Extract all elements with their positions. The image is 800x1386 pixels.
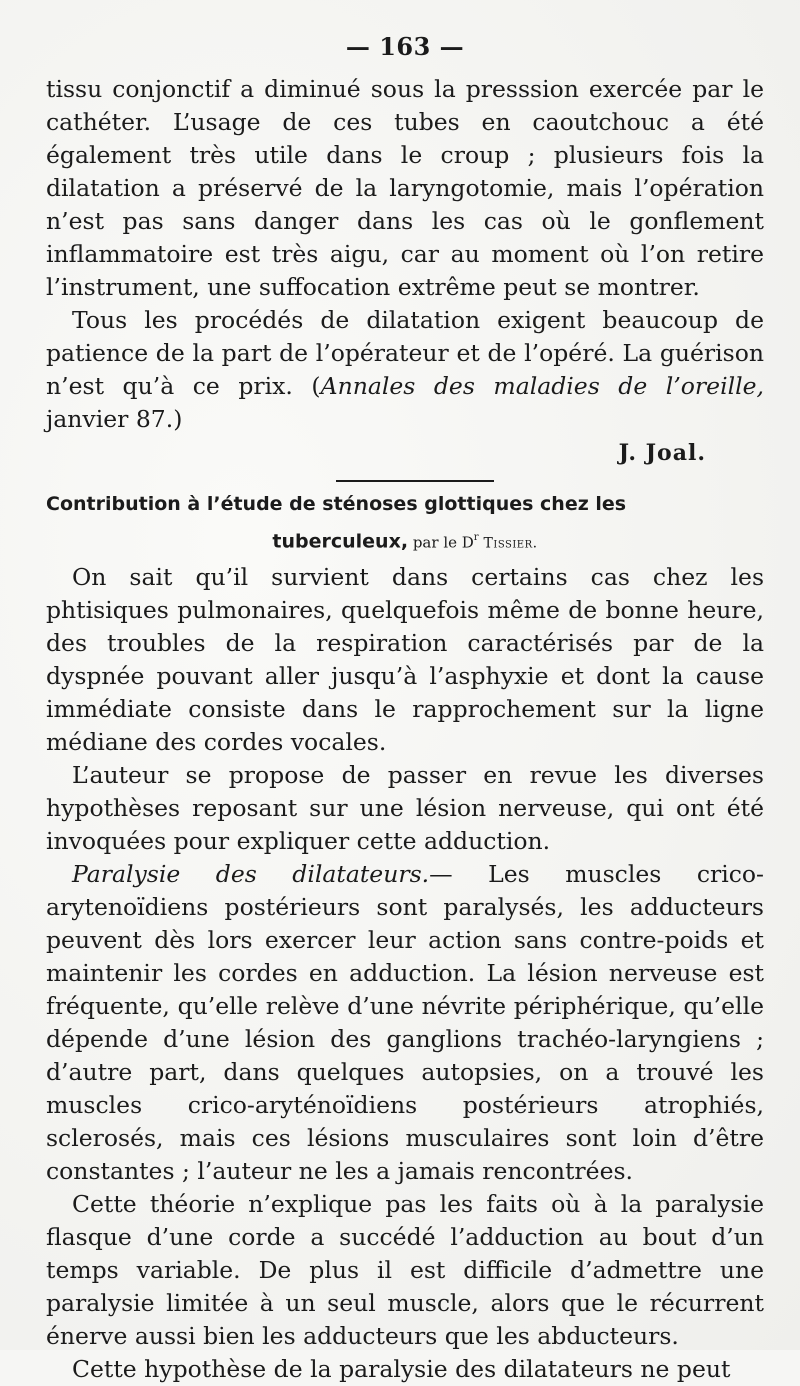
body-paragraph-5: Cette hypothèse de la paralysie des dilatateurs ne peut	[72, 1355, 731, 1384]
journal-citation: Annales des maladies de l’oreille,	[320, 372, 764, 400]
article-title-line2	[46, 524, 764, 557]
section-subtitle: Paralysie des dilatateurs.	[72, 860, 430, 889]
citation-date: janvier 87.)	[46, 405, 183, 433]
page-number: — 163 —	[345, 32, 465, 61]
author-signature: J. Joal.	[618, 440, 706, 466]
body-paragraph-2: L’auteur se propose de passer en revue les diverses hypothèses reposant sur une lésion nerveuse, qui ont été invoquées pour expliquer cette adduction.	[46, 761, 764, 856]
byline-sup: r	[473, 532, 479, 543]
article-title-line1: Contribution à l’étude de sténoses glottiques chez les	[46, 493, 627, 515]
paragraph-dilatation-patience	[46, 304, 764, 436]
section-divider	[336, 480, 494, 482]
body-paragraph-3-text: — Les muscles crico-arytenoïdiens postérieurs sont paralysés, les adducteurs peuvent dès lors exercer leur action sans contre-poids et maintenir les cordes en adduction. La lésion nerveuse est fréquente, qu’elle relève d’une névrite périphérique, qu’elle dépende d’une lésion des ganglions trachéo-laryngiens ; d’autre part, dans quelques autopsies, on a trouvé les muscles crico-aryténoïdiens postérieurs atrophiés, sclerosés, mais ces lésions musculaires sont loin d’être constantes ; l’auteur ne les a jamais rencontrées.	[46, 860, 764, 1186]
paragraph-text-start: Tous les procédés de dilatation exigent beaucoup de patience de la part de l’opérateur et de l’opéré. La guérison n’est qu’à ce prix. (	[46, 306, 764, 400]
byline-prefix: par le D	[408, 533, 474, 552]
byline-author: Tissier.	[478, 535, 538, 552]
body-paragraph-3	[46, 858, 764, 1188]
body-paragraph-4: Cette théorie n’explique pas les faits où à la paralysie flasque d’une corde a succédé l’adduction au bout d’un temps variable. De plus il est difficile d’admettre une paralysie limitée à un seul muscle, alors que le récurrent énerve aussi bien les adducteurs que les abducteurs.	[46, 1190, 764, 1351]
article-title-word: tuberculeux,	[272, 530, 409, 553]
body-paragraph-1: On sait qu’il survient dans certains cas chez les phtisiques pulmonaires, quelquefois même de bonne heure, des troubles de la respiration caractérisés par de la dyspnée pouvant aller jusqu’à l’asphyxie et dont la cause immédiate consiste dans le rapprochement sur la ligne médiane des cordes vocales.	[46, 563, 764, 757]
article-title	[46, 490, 764, 518]
paragraph-continued: tissu conjonctif a diminué sous la presssion exercée par le cathéter. L’usage de ces tubes en caoutchouc a été également très utile dans le croup ; plusieurs fois la dilatation a préservé de la laryngotomie, mais l’opération n’est pas sans danger dans les cas où le gonflement inflammatoire est très aigu, car au moment où l’on retire l’instrument, une suffocation extrême peut se montrer.	[46, 75, 764, 301]
